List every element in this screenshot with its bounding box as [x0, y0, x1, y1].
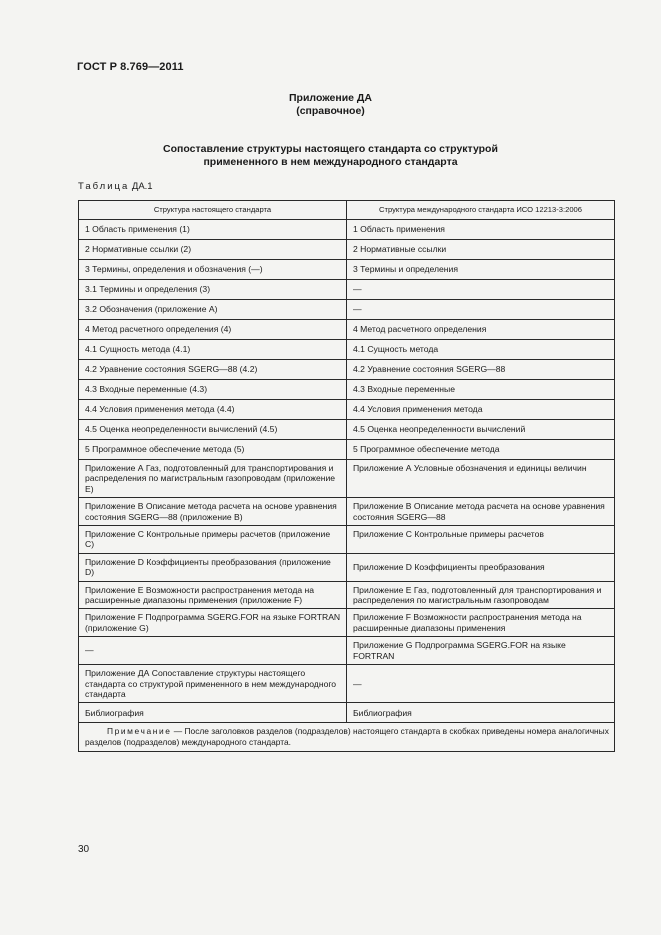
table-cell: Приложение В Описание метода расчета на основе уравнения состояния SGERG—88: [347, 498, 615, 526]
note-text: — После заголовков разделов (подразделов) настоящего стандарта в скобках приведены номера аналогичных разделов (подразделов) международного стандарта.: [85, 726, 609, 748]
table-row: [79, 220, 615, 240]
table-cell: 4 Метод расчетного определения (4): [79, 320, 347, 340]
table-cell: Приложение D Коэффициенты преобразования (приложение D): [79, 553, 347, 581]
table-row: [79, 440, 615, 460]
table-row: [79, 240, 615, 260]
table-row: [79, 360, 615, 380]
table-cell: 1 Область применения: [347, 220, 615, 240]
table-cell: Приложение F Подпрограмма SGERG.FOR на языке FORTRAN (приложение G): [79, 609, 347, 637]
table-cell: 4 Метод расчетного определения: [347, 320, 615, 340]
table-caption-number: ДА.1: [131, 181, 153, 192]
table-cell: 2 Нормативные ссылки: [347, 240, 615, 260]
table-caption: [78, 181, 153, 192]
table-cell: Приложение ДА Сопоставление структуры настоящего стандарта со структурой примененного в нем международного стандарта: [79, 665, 347, 703]
table-cell: Приложение G Подпрограмма SGERG.FOR на языке FORTRAN: [347, 637, 615, 665]
table-row: [79, 300, 615, 320]
annex-heading: [0, 92, 661, 118]
table-note: [79, 723, 615, 752]
table-cell: Приложение А Газ, подготовленный для транспортирования и распределения по магистральным газопроводам (приложение Е): [79, 460, 347, 498]
section-title: [0, 143, 661, 169]
table-row: [79, 581, 615, 609]
table-row: [79, 498, 615, 526]
table-cell: Библиография: [79, 703, 347, 723]
table-row: [79, 609, 615, 637]
table-row: [79, 340, 615, 360]
table-row: [79, 526, 615, 554]
table-cell: Приложение В Описание метода расчета на основе уравнения состояния SGERG—88 (приложение В): [79, 498, 347, 526]
table-cell: Приложение С Контрольные примеры расчетов (приложение С): [79, 526, 347, 554]
table-cell: —: [347, 665, 615, 703]
table-cell: 4.5 Оценка неопределенности вычислений (4.5): [79, 420, 347, 440]
note-label: Примечание: [107, 726, 172, 737]
annex-subtitle: (справочное): [296, 105, 365, 117]
table-cell: 4.3 Входные переменные (4.3): [79, 380, 347, 400]
comparison-table: [78, 200, 615, 752]
table-cell: 4.4 Условия применения метода (4.4): [79, 400, 347, 420]
table-cell: Приложение Е Газ, подготовленный для транспортирования и распределения по магистральным газопроводам: [347, 581, 615, 609]
table-cell: 4.1 Сущность метода: [347, 340, 615, 360]
page-number: 30: [78, 844, 90, 855]
table-cell: Приложение D Коэффициенты преобразования: [347, 553, 615, 581]
table-row: [79, 637, 615, 665]
section-title-line-1: Сопоставление структуры настоящего стандарта со структурой: [163, 143, 498, 155]
section-title-line-2: примененного в нем международного стандарта: [203, 156, 458, 168]
table-cell: —: [79, 637, 347, 665]
table-cell: 4.3 Входные переменные: [347, 380, 615, 400]
table-header-row: [79, 201, 615, 220]
table-cell: —: [347, 280, 615, 300]
table-cell: 4.4 Условия применения метода: [347, 400, 615, 420]
table-caption-word: Таблица: [78, 181, 130, 192]
table-cell: 1 Область применения (1): [79, 220, 347, 240]
table-row: [79, 420, 615, 440]
table-cell: Приложение F Возможности распространения метода на расширенные диапазоны применения: [347, 609, 615, 637]
table-cell: —: [347, 300, 615, 320]
table-cell: 2 Нормативные ссылки (2): [79, 240, 347, 260]
table-cell: 3.2 Обозначения (приложение А): [79, 300, 347, 320]
table-note-row: [79, 723, 615, 752]
table-cell: 3.1 Термины и определения (3): [79, 280, 347, 300]
document-header: ГОСТ Р 8.769—2011: [77, 61, 184, 73]
header-international-structure: Структура международного стандарта ИСО 12213-3:2006: [347, 201, 615, 220]
table-row: [79, 553, 615, 581]
table-cell: 4.5 Оценка неопределенности вычислений: [347, 420, 615, 440]
table-row: [79, 460, 615, 498]
table-cell: 3 Термины, определения и обозначения (—): [79, 260, 347, 280]
table-row: [79, 703, 615, 723]
table-cell: 4.2 Уравнение состояния SGERG—88 (4.2): [79, 360, 347, 380]
table-row: [79, 280, 615, 300]
table-cell: 4.2 Уравнение состояния SGERG—88: [347, 360, 615, 380]
table-row: [79, 665, 615, 703]
table-cell: 5 Программное обеспечение метода (5): [79, 440, 347, 460]
table-row: [79, 260, 615, 280]
table-row: [79, 400, 615, 420]
table-cell: Библиография: [347, 703, 615, 723]
annex-title: Приложение ДА: [289, 92, 372, 104]
table-cell: 4.1 Сущность метода (4.1): [79, 340, 347, 360]
header-national-structure: Структура настоящего стандарта: [79, 201, 347, 220]
table-row: [79, 380, 615, 400]
table-cell: Приложение Е Возможности распространения метода на расширенные диапазоны применения (приложение F): [79, 581, 347, 609]
table-cell: 5 Программное обеспечение метода: [347, 440, 615, 460]
table-cell: Приложение А Условные обозначения и единицы величин: [347, 460, 615, 498]
table-row: [79, 320, 615, 340]
table-cell: Приложение С Контрольные примеры расчетов: [347, 526, 615, 554]
table-cell: 3 Термины и определения: [347, 260, 615, 280]
